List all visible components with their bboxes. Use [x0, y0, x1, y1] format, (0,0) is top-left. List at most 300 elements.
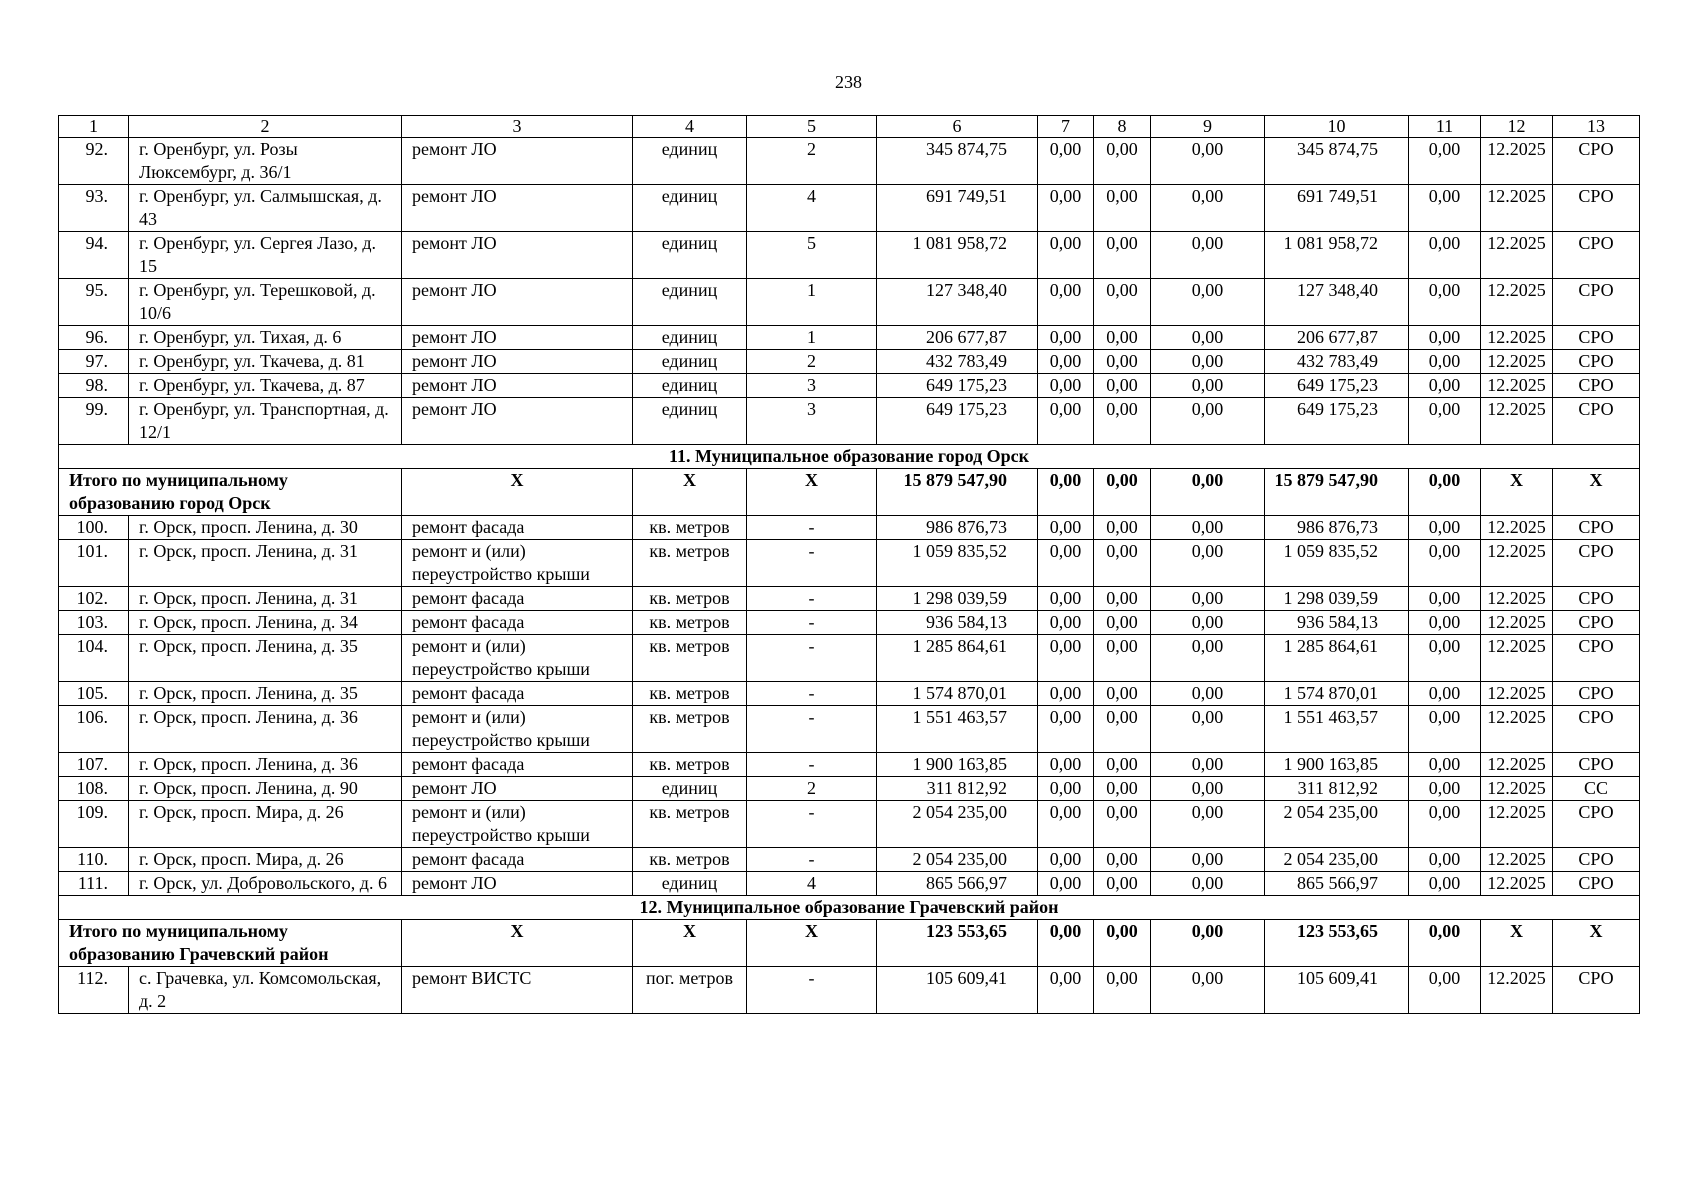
subtotal-amount: 15 879 547,90 — [877, 469, 1038, 516]
method-cell: СРО — [1553, 326, 1640, 350]
method-cell: СРО — [1553, 967, 1640, 1014]
row-number: 96. — [59, 326, 129, 350]
total-cost-cell: 2 054 235,00 — [877, 848, 1038, 872]
method-cell: СРО — [1553, 232, 1640, 279]
funding-amount-cell: 206 677,87 — [1265, 326, 1409, 350]
funding-amount-cell: 127 348,40 — [1265, 279, 1409, 326]
funding-cell: 0,00 — [1094, 326, 1151, 350]
subtotal-row — [59, 469, 1640, 516]
method-cell: СРО — [1553, 848, 1640, 872]
funding-cell: 0,00 — [1038, 540, 1094, 587]
address-cell: г. Оренбург, ул. Тихая, д. 6 — [129, 326, 402, 350]
funding-cell: 0,00 — [1094, 350, 1151, 374]
completion-date-cell: 12.2025 — [1481, 777, 1553, 801]
work-type-cell: ремонт ЛО — [402, 374, 633, 398]
table-row — [59, 682, 1640, 706]
total-cost-cell: 1 081 958,72 — [877, 232, 1038, 279]
table-row — [59, 587, 1640, 611]
table-row — [59, 185, 1640, 232]
funding-amount-cell: 345 874,75 — [1265, 138, 1409, 185]
funding-cell: 0,00 — [1409, 374, 1481, 398]
quantity-cell: - — [747, 753, 877, 777]
address-cell: г. Орск, просп. Ленина, д. 90 — [129, 777, 402, 801]
funding-cell: 0,00 — [1038, 635, 1094, 682]
funding-cell: 0,00 — [1094, 398, 1151, 445]
subtotal-cell: 0,00 — [1409, 469, 1481, 516]
subtotal-cell: X — [633, 920, 747, 967]
completion-date-cell: 12.2025 — [1481, 587, 1553, 611]
address-cell: г. Орск, просп. Ленина, д. 35 — [129, 682, 402, 706]
work-type-cell: ремонт и (или) переустройство крыши — [402, 635, 633, 682]
total-cost-cell: 691 749,51 — [877, 185, 1038, 232]
funding-cell: 0,00 — [1094, 777, 1151, 801]
table-row — [59, 848, 1640, 872]
method-cell: СРО — [1553, 801, 1640, 848]
funding-cell: 0,00 — [1038, 682, 1094, 706]
quantity-cell: 2 — [747, 350, 877, 374]
funding-cell: 0,00 — [1409, 872, 1481, 896]
column-number: 3 — [402, 116, 633, 138]
funding-cell: 0,00 — [1409, 682, 1481, 706]
table-row — [59, 872, 1640, 896]
quantity-cell: - — [747, 967, 877, 1014]
work-type-cell: ремонт ЛО — [402, 185, 633, 232]
subtotal-cell: 0,00 — [1409, 920, 1481, 967]
address-cell: г. Орск, просп. Ленина, д. 31 — [129, 587, 402, 611]
address-cell: г. Орск, просп. Мира, д. 26 — [129, 801, 402, 848]
funding-cell: 0,00 — [1094, 540, 1151, 587]
table-body — [59, 138, 1640, 1014]
completion-date-cell: 12.2025 — [1481, 967, 1553, 1014]
total-cost-cell: 345 874,75 — [877, 138, 1038, 185]
funding-cell: 0,00 — [1038, 326, 1094, 350]
section-title: 12. Муниципальное образование Грачевский район — [59, 896, 1640, 920]
funding-cell: 0,00 — [1151, 516, 1265, 540]
funding-amount-cell: 691 749,51 — [1265, 185, 1409, 232]
quantity-cell: - — [747, 706, 877, 753]
address-cell: г. Оренбург, ул. Транспортная, д. 12/1 — [129, 398, 402, 445]
funding-cell: 0,00 — [1409, 777, 1481, 801]
funding-cell: 0,00 — [1094, 611, 1151, 635]
funding-cell: 0,00 — [1151, 801, 1265, 848]
funding-cell: 0,00 — [1038, 753, 1094, 777]
table-row — [59, 777, 1640, 801]
subtotal-row — [59, 920, 1640, 967]
row-number: 105. — [59, 682, 129, 706]
funding-amount-cell: 432 783,49 — [1265, 350, 1409, 374]
quantity-cell: - — [747, 801, 877, 848]
section-title: 11. Муниципальное образование город Орск — [59, 445, 1640, 469]
quantity-cell: - — [747, 635, 877, 682]
funding-cell: 0,00 — [1151, 350, 1265, 374]
funding-cell: 0,00 — [1094, 185, 1151, 232]
funding-cell: 0,00 — [1038, 350, 1094, 374]
address-cell: с. Грачевка, ул. Комсомольская, д. 2 — [129, 967, 402, 1014]
subtotal-cell: 0,00 — [1038, 469, 1094, 516]
work-type-cell: ремонт ЛО — [402, 872, 633, 896]
table-row — [59, 138, 1640, 185]
funding-cell: 0,00 — [1094, 587, 1151, 611]
method-cell: СРО — [1553, 185, 1640, 232]
row-number: 97. — [59, 350, 129, 374]
work-type-cell: ремонт и (или) переустройство крыши — [402, 801, 633, 848]
funding-amount-cell: 1 285 864,61 — [1265, 635, 1409, 682]
funding-cell: 0,00 — [1409, 350, 1481, 374]
column-number: 7 — [1038, 116, 1094, 138]
row-number: 108. — [59, 777, 129, 801]
completion-date-cell: 12.2025 — [1481, 682, 1553, 706]
funding-cell: 0,00 — [1038, 516, 1094, 540]
subtotal-cell: 0,00 — [1151, 469, 1265, 516]
subtotal-cell: X — [1481, 920, 1553, 967]
completion-date-cell: 12.2025 — [1481, 279, 1553, 326]
column-number-row — [59, 116, 1640, 138]
table-row — [59, 706, 1640, 753]
work-type-cell: ремонт фасада — [402, 516, 633, 540]
funding-cell: 0,00 — [1038, 185, 1094, 232]
quantity-cell: - — [747, 516, 877, 540]
row-number: 101. — [59, 540, 129, 587]
subtotal-cell: X — [1553, 920, 1640, 967]
total-cost-cell: 649 175,23 — [877, 374, 1038, 398]
row-number: 98. — [59, 374, 129, 398]
address-cell: г. Орск, просп. Ленина, д. 36 — [129, 706, 402, 753]
work-type-cell: ремонт ВИСТС — [402, 967, 633, 1014]
row-number: 94. — [59, 232, 129, 279]
funding-cell: 0,00 — [1151, 185, 1265, 232]
funding-cell: 0,00 — [1409, 611, 1481, 635]
total-cost-cell: 1 285 864,61 — [877, 635, 1038, 682]
unit-cell: кв. метров — [633, 540, 747, 587]
funding-cell: 0,00 — [1038, 374, 1094, 398]
completion-date-cell: 12.2025 — [1481, 611, 1553, 635]
address-cell: г. Орск, просп. Ленина, д. 35 — [129, 635, 402, 682]
method-cell: СРО — [1553, 587, 1640, 611]
table-row — [59, 279, 1640, 326]
work-type-cell: ремонт ЛО — [402, 398, 633, 445]
table-row — [59, 540, 1640, 587]
funding-cell: 0,00 — [1151, 326, 1265, 350]
funding-cell: 0,00 — [1094, 138, 1151, 185]
funding-cell: 0,00 — [1038, 777, 1094, 801]
table-row — [59, 398, 1640, 445]
method-cell: СРО — [1553, 374, 1640, 398]
funding-cell: 0,00 — [1094, 279, 1151, 326]
completion-date-cell: 12.2025 — [1481, 232, 1553, 279]
funding-cell: 0,00 — [1151, 682, 1265, 706]
table-row — [59, 232, 1640, 279]
unit-cell: кв. метров — [633, 587, 747, 611]
unit-cell: единиц — [633, 777, 747, 801]
table-row — [59, 801, 1640, 848]
funding-amount-cell: 311 812,92 — [1265, 777, 1409, 801]
total-cost-cell: 105 609,41 — [877, 967, 1038, 1014]
total-cost-cell: 206 677,87 — [877, 326, 1038, 350]
table-row — [59, 516, 1640, 540]
quantity-cell: - — [747, 540, 877, 587]
address-cell: г. Орск, просп. Ленина, д. 34 — [129, 611, 402, 635]
total-cost-cell: 1 298 039,59 — [877, 587, 1038, 611]
quantity-cell: - — [747, 587, 877, 611]
unit-cell: кв. метров — [633, 848, 747, 872]
funding-cell: 0,00 — [1151, 848, 1265, 872]
funding-amount-cell: 1 298 039,59 — [1265, 587, 1409, 611]
funding-cell: 0,00 — [1409, 326, 1481, 350]
funding-cell: 0,00 — [1094, 635, 1151, 682]
row-number: 109. — [59, 801, 129, 848]
funding-cell: 0,00 — [1094, 232, 1151, 279]
quantity-cell: 1 — [747, 326, 877, 350]
address-cell: г. Оренбург, ул. Розы Люксембург, д. 36/1 — [129, 138, 402, 185]
funding-cell: 0,00 — [1409, 232, 1481, 279]
funding-amount-cell: 1 900 163,85 — [1265, 753, 1409, 777]
funding-amount-cell: 649 175,23 — [1265, 398, 1409, 445]
subtotal-cell: 0,00 — [1094, 469, 1151, 516]
row-number: 102. — [59, 587, 129, 611]
funding-cell: 0,00 — [1409, 801, 1481, 848]
work-type-cell: ремонт ЛО — [402, 279, 633, 326]
address-cell: г. Оренбург, ул. Ткачева, д. 87 — [129, 374, 402, 398]
method-cell: СС — [1553, 777, 1640, 801]
unit-cell: единиц — [633, 185, 747, 232]
funding-cell: 0,00 — [1038, 801, 1094, 848]
completion-date-cell: 12.2025 — [1481, 138, 1553, 185]
funding-cell: 0,00 — [1094, 706, 1151, 753]
table-row — [59, 611, 1640, 635]
table-row — [59, 753, 1640, 777]
subtotal-label: Итого по муниципальному образованию Грачевский район — [59, 920, 402, 967]
funding-cell: 0,00 — [1038, 848, 1094, 872]
row-number: 111. — [59, 872, 129, 896]
unit-cell: единиц — [633, 138, 747, 185]
total-cost-cell: 127 348,40 — [877, 279, 1038, 326]
funding-cell: 0,00 — [1409, 848, 1481, 872]
completion-date-cell: 12.2025 — [1481, 801, 1553, 848]
unit-cell: единиц — [633, 232, 747, 279]
column-number: 8 — [1094, 116, 1151, 138]
address-cell: г. Оренбург, ул. Сергея Лазо, д. 15 — [129, 232, 402, 279]
unit-cell: кв. метров — [633, 706, 747, 753]
funding-cell: 0,00 — [1151, 611, 1265, 635]
quantity-cell: 4 — [747, 185, 877, 232]
unit-cell: кв. метров — [633, 753, 747, 777]
funding-cell: 0,00 — [1151, 232, 1265, 279]
completion-date-cell: 12.2025 — [1481, 350, 1553, 374]
funding-amount-cell: 936 584,13 — [1265, 611, 1409, 635]
unit-cell: кв. метров — [633, 682, 747, 706]
funding-cell: 0,00 — [1409, 753, 1481, 777]
subtotal-cell: X — [1481, 469, 1553, 516]
column-number: 13 — [1553, 116, 1640, 138]
funding-cell: 0,00 — [1409, 706, 1481, 753]
section-header-row — [59, 896, 1640, 920]
funding-amount-cell: 1 081 958,72 — [1265, 232, 1409, 279]
page-number: 238 — [835, 72, 862, 92]
work-type-cell: ремонт фасада — [402, 848, 633, 872]
completion-date-cell: 12.2025 — [1481, 872, 1553, 896]
unit-cell: пог. метров — [633, 967, 747, 1014]
subtotal-cell: X — [747, 469, 877, 516]
unit-cell: кв. метров — [633, 516, 747, 540]
funding-cell: 0,00 — [1409, 279, 1481, 326]
subtotal-amount: 15 879 547,90 — [1265, 469, 1409, 516]
funding-cell: 0,00 — [1151, 540, 1265, 587]
work-type-cell: ремонт фасада — [402, 587, 633, 611]
completion-date-cell: 12.2025 — [1481, 706, 1553, 753]
method-cell: СРО — [1553, 635, 1640, 682]
column-number: 10 — [1265, 116, 1409, 138]
table-row — [59, 967, 1640, 1014]
funding-cell: 0,00 — [1094, 848, 1151, 872]
funding-cell: 0,00 — [1038, 967, 1094, 1014]
unit-cell: единиц — [633, 350, 747, 374]
address-cell: г. Оренбург, ул. Ткачева, д. 81 — [129, 350, 402, 374]
table-row — [59, 635, 1640, 682]
method-cell: СРО — [1553, 611, 1640, 635]
quantity-cell: 3 — [747, 398, 877, 445]
funding-cell: 0,00 — [1151, 398, 1265, 445]
method-cell: СРО — [1553, 279, 1640, 326]
quantity-cell: - — [747, 611, 877, 635]
row-number: 110. — [59, 848, 129, 872]
row-number: 107. — [59, 753, 129, 777]
funding-amount-cell: 649 175,23 — [1265, 374, 1409, 398]
column-number: 1 — [59, 116, 129, 138]
method-cell: СРО — [1553, 540, 1640, 587]
funding-amount-cell: 2 054 235,00 — [1265, 848, 1409, 872]
method-cell: СРО — [1553, 350, 1640, 374]
funding-cell: 0,00 — [1038, 232, 1094, 279]
row-number: 104. — [59, 635, 129, 682]
subtotal-label: Итого по муниципальному образованию город Орск — [59, 469, 402, 516]
address-cell: г. Орск, просп. Ленина, д. 30 — [129, 516, 402, 540]
funding-cell: 0,00 — [1038, 587, 1094, 611]
completion-date-cell: 12.2025 — [1481, 326, 1553, 350]
method-cell: СРО — [1553, 138, 1640, 185]
funding-cell: 0,00 — [1038, 138, 1094, 185]
column-number: 5 — [747, 116, 877, 138]
total-cost-cell: 865 566,97 — [877, 872, 1038, 896]
unit-cell: единиц — [633, 374, 747, 398]
total-cost-cell: 986 876,73 — [877, 516, 1038, 540]
subtotal-cell: X — [402, 920, 633, 967]
unit-cell: кв. метров — [633, 611, 747, 635]
method-cell: СРО — [1553, 872, 1640, 896]
method-cell: СРО — [1553, 398, 1640, 445]
funding-cell: 0,00 — [1409, 967, 1481, 1014]
table-row — [59, 326, 1640, 350]
unit-cell: кв. метров — [633, 801, 747, 848]
completion-date-cell: 12.2025 — [1481, 185, 1553, 232]
funding-cell: 0,00 — [1094, 516, 1151, 540]
funding-cell: 0,00 — [1409, 185, 1481, 232]
funding-cell: 0,00 — [1038, 611, 1094, 635]
subtotal-cell: 0,00 — [1038, 920, 1094, 967]
funding-cell: 0,00 — [1094, 872, 1151, 896]
funding-cell: 0,00 — [1151, 706, 1265, 753]
subtotal-amount: 123 553,65 — [877, 920, 1038, 967]
funding-cell: 0,00 — [1409, 398, 1481, 445]
funding-cell: 0,00 — [1409, 540, 1481, 587]
completion-date-cell: 12.2025 — [1481, 374, 1553, 398]
quantity-cell: 2 — [747, 138, 877, 185]
work-type-cell: ремонт фасада — [402, 682, 633, 706]
total-cost-cell: 432 783,49 — [877, 350, 1038, 374]
funding-amount-cell: 1 574 870,01 — [1265, 682, 1409, 706]
address-cell: г. Орск, просп. Мира, д. 26 — [129, 848, 402, 872]
completion-date-cell: 12.2025 — [1481, 540, 1553, 587]
funding-amount-cell: 105 609,41 — [1265, 967, 1409, 1014]
completion-date-cell: 12.2025 — [1481, 635, 1553, 682]
funding-cell: 0,00 — [1151, 138, 1265, 185]
work-type-cell: ремонт и (или) переустройство крыши — [402, 706, 633, 753]
funding-cell: 0,00 — [1151, 635, 1265, 682]
funding-amount-cell: 986 876,73 — [1265, 516, 1409, 540]
work-type-cell: ремонт фасада — [402, 753, 633, 777]
column-number: 2 — [129, 116, 402, 138]
funding-cell: 0,00 — [1409, 587, 1481, 611]
row-number: 99. — [59, 398, 129, 445]
quantity-cell: - — [747, 848, 877, 872]
funding-cell: 0,00 — [1094, 967, 1151, 1014]
column-number: 12 — [1481, 116, 1553, 138]
total-cost-cell: 649 175,23 — [877, 398, 1038, 445]
funding-cell: 0,00 — [1094, 753, 1151, 777]
address-cell: г. Орск, просп. Ленина, д. 36 — [129, 753, 402, 777]
row-number: 106. — [59, 706, 129, 753]
funding-amount-cell: 1 059 835,52 — [1265, 540, 1409, 587]
subtotal-cell: 0,00 — [1151, 920, 1265, 967]
work-type-cell: ремонт ЛО — [402, 777, 633, 801]
work-type-cell: ремонт ЛО — [402, 138, 633, 185]
funding-cell: 0,00 — [1151, 374, 1265, 398]
row-number: 112. — [59, 967, 129, 1014]
total-cost-cell: 1 574 870,01 — [877, 682, 1038, 706]
column-number: 6 — [877, 116, 1038, 138]
quantity-cell: 5 — [747, 232, 877, 279]
funding-cell: 0,00 — [1094, 682, 1151, 706]
quantity-cell: 4 — [747, 872, 877, 896]
total-cost-cell: 2 054 235,00 — [877, 801, 1038, 848]
subtotal-cell: X — [1553, 469, 1640, 516]
funding-cell: 0,00 — [1151, 279, 1265, 326]
section-header-row — [59, 445, 1640, 469]
work-type-cell: ремонт ЛО — [402, 350, 633, 374]
row-number: 100. — [59, 516, 129, 540]
completion-date-cell: 12.2025 — [1481, 753, 1553, 777]
funding-amount-cell: 1 551 463,57 — [1265, 706, 1409, 753]
unit-cell: кв. метров — [633, 635, 747, 682]
total-cost-cell: 1 059 835,52 — [877, 540, 1038, 587]
subtotal-cell: 0,00 — [1094, 920, 1151, 967]
unit-cell: единиц — [633, 398, 747, 445]
funding-amount-cell: 2 054 235,00 — [1265, 801, 1409, 848]
funding-cell: 0,00 — [1409, 138, 1481, 185]
unit-cell: единиц — [633, 279, 747, 326]
total-cost-cell: 311 812,92 — [877, 777, 1038, 801]
address-cell: г. Орск, ул. Добровольского, д. 6 — [129, 872, 402, 896]
subtotal-amount: 123 553,65 — [1265, 920, 1409, 967]
unit-cell: единиц — [633, 326, 747, 350]
total-cost-cell: 1 900 163,85 — [877, 753, 1038, 777]
funding-amount-cell: 865 566,97 — [1265, 872, 1409, 896]
column-number: 4 — [633, 116, 747, 138]
column-number: 9 — [1151, 116, 1265, 138]
row-number: 93. — [59, 185, 129, 232]
work-type-cell: ремонт фасада — [402, 611, 633, 635]
method-cell: СРО — [1553, 682, 1640, 706]
quantity-cell: 1 — [747, 279, 877, 326]
